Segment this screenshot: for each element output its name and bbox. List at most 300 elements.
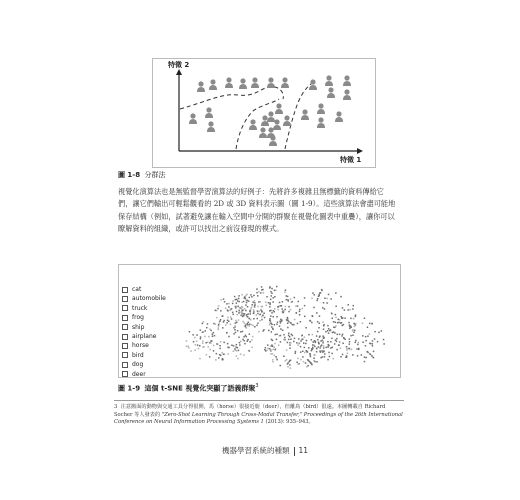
tsne-point: [270, 291, 272, 293]
body-paragraph: 視覺化演算法也是無監督學習演算法的好例子：先將許多複雜且無標籤的資料傳給它們，讓它們輸出可輕鬆觀看的 2D 或 3D 資料表示圖（圖 1-9）。這些演算法會盡可能地保存結構（例如，試著避免讓在輸入空間中分開的群聚在視覺化圖表中重疊），讓你可以瞭解資料的組織，或許可以找出之前沒發現的模式。: [118, 187, 396, 234]
legend-label: cat: [132, 286, 142, 293]
tsne-point: [287, 363, 289, 365]
tsne-point: [365, 357, 367, 359]
tsne-point: [218, 327, 220, 329]
person-icon: [317, 103, 325, 114]
tsne-point: [272, 359, 274, 361]
tsne-point: [324, 308, 326, 310]
person-icon: [267, 77, 275, 88]
tsne-point: [298, 301, 300, 303]
legend-item: [122, 304, 178, 313]
tsne-point: [336, 349, 338, 351]
tsne-point: [338, 322, 340, 324]
person-icon: [189, 113, 197, 124]
tsne-point: [283, 334, 285, 336]
tsne-point: [276, 339, 278, 341]
tsne-point: [361, 354, 363, 356]
tsne-point: [220, 299, 222, 301]
tsne-point: [327, 330, 329, 332]
tsne-point: [276, 357, 278, 359]
legend-marker: [122, 371, 128, 377]
tsne-point: [249, 350, 251, 352]
tsne-point: [270, 322, 272, 324]
tsne-point: [269, 302, 271, 304]
tsne-point: [247, 339, 249, 341]
tsne-point: [284, 291, 286, 293]
tsne-point: [236, 355, 238, 357]
tsne-point: [300, 359, 302, 361]
tsne-point: [342, 307, 344, 309]
tsne-point: [316, 300, 318, 302]
tsne-point: [326, 347, 328, 349]
tsne-point: [321, 350, 323, 352]
tsne-point: [352, 354, 354, 356]
tsne-point: [280, 341, 282, 343]
person-icon: [259, 127, 267, 138]
tsne-point: [296, 312, 298, 314]
tsne-point: [337, 334, 339, 336]
tsne-point: [317, 331, 319, 333]
tsne-point: [267, 348, 269, 350]
tsne-point: [256, 288, 258, 290]
tsne-point: [223, 354, 225, 356]
tsne-point: [320, 340, 322, 342]
tsne-point: [249, 318, 251, 320]
tsne-point: [327, 346, 329, 348]
tsne-point: [294, 319, 296, 321]
tsne-point: [196, 340, 198, 342]
tsne-point: [282, 330, 284, 332]
tsne-point: [234, 348, 236, 350]
tsne-point: [322, 307, 324, 309]
tsne-point: [312, 348, 314, 350]
tsne-point: [269, 286, 271, 288]
tsne-point: [235, 299, 237, 301]
tsne-point: [373, 351, 375, 353]
tsne-point: [238, 310, 240, 312]
tsne-point: [323, 337, 325, 339]
caption-text: 分群法: [144, 171, 166, 179]
legend-label: airplane: [132, 332, 157, 340]
tsne-point: [310, 356, 312, 358]
tsne-point: [304, 305, 306, 307]
tsne-point: [329, 356, 331, 358]
tsne-point: [256, 325, 258, 327]
tsne-point: [280, 328, 282, 330]
tsne-point: [220, 319, 222, 321]
tsne-point: [295, 351, 297, 353]
tsne-point: [200, 336, 202, 338]
tsne-point: [299, 309, 301, 311]
tsne-point: [322, 321, 324, 323]
tsne-point: [272, 349, 274, 351]
tsne-point: [273, 297, 275, 299]
tsne-point: [339, 319, 341, 321]
tsne-point: [245, 304, 247, 306]
tsne-point: [236, 350, 238, 352]
tsne-point: [254, 300, 256, 302]
tsne-point: [239, 307, 241, 309]
tsne-point: [236, 322, 238, 324]
person-icon: [267, 111, 275, 122]
tsne-point: [275, 290, 277, 292]
legend-marker: [122, 315, 128, 321]
tsne-point: [372, 345, 374, 347]
tsne-point: [200, 338, 202, 340]
tsne-point: [381, 330, 383, 332]
tsne-point: [367, 352, 369, 354]
tsne-point: [283, 312, 285, 314]
tsne-point: [318, 327, 320, 329]
tsne-point: [334, 327, 336, 329]
tsne-point: [270, 315, 272, 317]
tsne-point: [349, 343, 351, 345]
tsne-point: [297, 363, 299, 365]
tsne-point: [330, 347, 332, 349]
tsne-point: [250, 313, 252, 315]
tsne-point: [297, 344, 299, 346]
tsne-point: [222, 315, 224, 317]
tsne-point: [289, 364, 291, 366]
tsne-point: [196, 334, 198, 336]
tsne-point: [234, 327, 236, 329]
tsne-point: [210, 330, 212, 332]
tsne-point: [219, 322, 221, 324]
tsne-point: [271, 326, 273, 328]
tsne-point: [235, 350, 237, 352]
tsne-point: [340, 348, 342, 350]
tsne-point: [304, 316, 306, 318]
legend-item: [122, 285, 178, 294]
tsne-point: [234, 329, 236, 331]
tsne-point: [227, 309, 229, 311]
tsne-point: [280, 335, 282, 337]
tsne-point: [347, 353, 349, 355]
tsne-point: [207, 342, 209, 344]
tsne-point: [249, 333, 251, 335]
footer-separator: [294, 447, 295, 456]
tsne-point: [249, 341, 251, 343]
tsne-point: [213, 350, 215, 352]
tsne-point: [296, 342, 298, 344]
tsne-point: [335, 325, 337, 327]
tsne-point: [251, 324, 253, 326]
tsne-point: [348, 348, 350, 350]
tsne-point: [194, 337, 196, 339]
tsne-point: [254, 303, 256, 305]
tsne-point: [313, 358, 315, 360]
tsne-point: [349, 338, 351, 340]
tsne-point: [324, 353, 326, 355]
tsne-point: [306, 351, 308, 353]
tsne-point: [318, 346, 320, 348]
tsne-point: [219, 348, 221, 350]
tsne-point: [377, 341, 379, 343]
tsne-point: [228, 321, 230, 323]
tsne-point: [287, 318, 289, 320]
tsne-point: [312, 315, 314, 317]
tsne-point: [290, 342, 292, 344]
page-footer: [222, 445, 308, 456]
page-number: 11: [298, 446, 309, 455]
tsne-point: [219, 354, 221, 356]
person-icon: [343, 89, 351, 100]
tsne-point: [241, 308, 243, 310]
tsne-point: [317, 339, 319, 341]
legend-label: ship: [132, 323, 145, 331]
tsne-point: [289, 344, 291, 346]
tsne-point: [223, 320, 225, 322]
tsne-point: [240, 331, 242, 333]
tsne-point: [285, 360, 287, 362]
tsne-point: [305, 362, 307, 364]
tsne-point: [303, 342, 305, 344]
caption-ref: 3: [255, 383, 259, 389]
tsne-point: [244, 296, 246, 298]
tsne-point: [193, 341, 195, 343]
tsne-point: [287, 366, 289, 368]
tsne-point: [308, 334, 310, 336]
tsne-point: [335, 314, 337, 316]
person-icon: [335, 111, 343, 122]
tsne-point: [342, 317, 344, 319]
tsne-point: [246, 302, 248, 304]
tsne-point: [322, 341, 324, 343]
tsne-point: [290, 339, 292, 341]
tsne-point: [254, 326, 256, 328]
tsne-point: [271, 295, 273, 297]
tsne-point: [209, 328, 211, 330]
tsne-point: [347, 309, 349, 311]
footnote-text: 注意搬面的動物與交通工具分得很開，馬（horse）很接近鹿（deer），但離鳥（bird）很遠。本圖轉載自 Richard Socher 等人發表的: [114, 404, 386, 418]
tsne-point: [316, 312, 318, 314]
tsne-point: [203, 321, 205, 323]
tsne-point: [295, 305, 297, 307]
legend-item: [122, 294, 178, 303]
tsne-point: [335, 317, 337, 319]
tsne-point: [349, 341, 351, 343]
tsne-point: [293, 324, 295, 326]
tsne-point: [383, 339, 385, 341]
cluster-boundary-right: [285, 81, 315, 149]
x-axis-label: 特徵 1: [340, 156, 362, 164]
tsne-point: [246, 314, 248, 316]
tsne-point: [245, 335, 247, 337]
tsne-point: [312, 344, 314, 346]
tsne-point: [228, 336, 230, 338]
tsne-point: [357, 344, 359, 346]
tsne-point: [236, 344, 238, 346]
person-icons: [189, 75, 351, 146]
tsne-point: [334, 332, 336, 334]
tsne-point: [275, 334, 277, 336]
person-icon: [197, 81, 205, 92]
tsne-point: [331, 353, 333, 355]
tsne-point: [351, 349, 353, 351]
tsne-point: [249, 325, 251, 327]
tsne-point: [218, 324, 220, 326]
tsne-point: [312, 292, 314, 294]
tsne-point: [238, 298, 240, 300]
tsne-point: [250, 294, 252, 296]
tsne-point: [215, 359, 217, 361]
tsne-point: [269, 320, 271, 322]
tsne-point: [206, 342, 208, 344]
tsne-point: [247, 313, 249, 315]
tsne-point: [216, 353, 218, 355]
tsne-point: [186, 340, 188, 342]
tsne-point: [294, 297, 296, 299]
tsne-point: [335, 306, 337, 308]
tsne-point: [311, 350, 313, 352]
tsne-point: [238, 312, 240, 314]
tsne-point: [285, 306, 287, 308]
tsne-point: [225, 307, 227, 309]
tsne-point: [237, 347, 239, 349]
tsne-point: [254, 304, 256, 306]
tsne-point: [307, 365, 309, 367]
tsne-point: [346, 348, 348, 350]
tsne-point: [283, 356, 285, 358]
tsne-point: [355, 342, 357, 344]
tsne-point: [299, 311, 301, 313]
tsne-point: [350, 335, 352, 337]
tsne-point: [325, 331, 327, 333]
tsne-point: [287, 296, 289, 298]
tsne-point: [260, 309, 262, 311]
legend-marker: [122, 334, 128, 340]
tsne-point: [246, 327, 248, 329]
tsne-point: [308, 347, 310, 349]
tsne-point: [287, 299, 289, 301]
legend-marker: [122, 305, 128, 311]
tsne-point: [303, 361, 305, 363]
person-icon: [281, 77, 289, 88]
tsne-point: [256, 314, 258, 316]
tsne-point: [253, 313, 255, 315]
tsne-point: [283, 310, 285, 312]
caption-number: 圖 1-9: [118, 384, 141, 393]
tsne-point: [317, 321, 319, 323]
tsne-point: [364, 356, 366, 358]
figure-tsne: [118, 264, 401, 378]
tsne-point: [221, 352, 223, 354]
tsne-point: [213, 345, 215, 347]
person-icon: [275, 103, 283, 114]
tsne-point: [269, 318, 271, 320]
tsne-point: [235, 322, 237, 324]
person-icon: [343, 75, 351, 86]
tsne-point: [288, 335, 290, 337]
tsne-point: [239, 342, 241, 344]
tsne-point: [242, 331, 244, 333]
tsne-point: [272, 328, 274, 330]
tsne-point: [311, 364, 313, 366]
tsne-point: [208, 346, 210, 348]
tsne-point: [216, 317, 218, 319]
chapter-title: 機器學習系統的種類: [222, 446, 290, 455]
person-icon: [251, 77, 259, 88]
tsne-point: [223, 321, 225, 323]
tsne-point: [262, 315, 264, 317]
tsne-point: [212, 333, 214, 335]
tsne-point: [202, 341, 204, 343]
tsne-point: [326, 302, 328, 304]
tsne-point: [351, 327, 353, 329]
tsne-point: [235, 320, 237, 322]
tsne-point: [209, 356, 211, 358]
tsne-point: [194, 350, 196, 352]
tsne-point: [263, 292, 265, 294]
tsne-point: [330, 341, 332, 343]
tsne-point: [341, 335, 343, 337]
tsne-point: [316, 348, 318, 350]
tsne-point: [218, 357, 220, 359]
tsne-point: [241, 306, 243, 308]
tsne-point: [331, 313, 333, 315]
tsne-point: [328, 345, 330, 347]
tsne-point: [218, 329, 220, 331]
tsne-point: [364, 361, 366, 363]
tsne-point: [242, 314, 244, 316]
tsne-point: [248, 322, 250, 324]
tsne-point: [279, 325, 281, 327]
tsne-point: [266, 305, 268, 307]
tsne-point: [190, 350, 192, 352]
tsne-point: [348, 304, 350, 306]
tsne-point: [238, 306, 240, 308]
tsne-point: [274, 355, 276, 357]
tsne-point: [223, 298, 225, 300]
tsne-point: [270, 349, 272, 351]
tsne-point: [264, 317, 266, 319]
tsne-point: [346, 355, 348, 357]
tsne-point: [228, 303, 230, 305]
tsne-point: [261, 316, 263, 318]
tsne-point: [195, 344, 197, 346]
tsne-point: [327, 325, 329, 327]
tsne-point: [265, 302, 267, 304]
person-icon: [207, 121, 215, 132]
tsne-point: [234, 296, 236, 298]
tsne-point: [237, 314, 239, 316]
tsne-point: [304, 347, 306, 349]
tsne-point: [281, 320, 283, 322]
tsne-point: [302, 351, 304, 353]
tsne-point: [206, 327, 208, 329]
tsne-point: [322, 356, 324, 358]
tsne-point: [231, 308, 233, 310]
tsne-point: [241, 302, 243, 304]
person-icon: [325, 75, 333, 86]
tsne-point: [339, 334, 341, 336]
tsne-point: [346, 346, 348, 348]
legend-marker: [122, 296, 128, 302]
figure-1-8-caption: [118, 170, 166, 180]
tsne-point: [316, 335, 318, 337]
tsne-point: [269, 324, 271, 326]
tsne-point: [247, 340, 249, 342]
tsne-point: [232, 312, 234, 314]
legend-label: bird: [132, 351, 144, 359]
tsne-point: [238, 295, 240, 297]
tsne-point: [208, 336, 210, 338]
tsne-point: [340, 296, 342, 298]
tsne-point: [297, 358, 299, 360]
tsne-point: [263, 313, 265, 315]
tsne-point: [328, 332, 330, 334]
legend-marker: [122, 343, 128, 349]
